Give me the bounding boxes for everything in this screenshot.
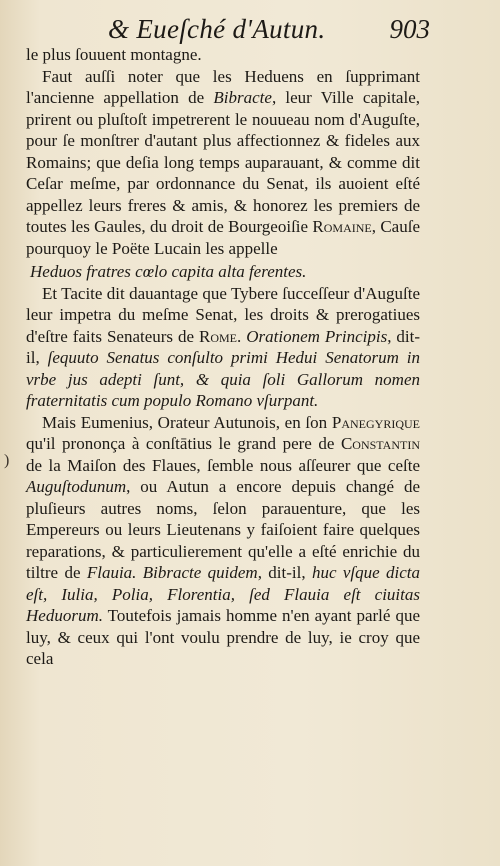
running-head: & Eueſché d'Autun. — [108, 14, 326, 44]
page-number: 903 — [389, 14, 430, 44]
page-header — [0, 8, 500, 44]
latin-quote: Heduos fratres cœlo capita alta ferentes. — [30, 262, 307, 281]
body-text — [26, 44, 420, 670]
margin-mark: ) — [4, 452, 10, 469]
paragraph-3: Et Tacite dit dauantage que Tybere ſucceſſeur d'Auguſte leur impetra du meſme Senat, les droits & prerogatiues d'eſtre faits Senateurs de Rome. Orationem Principis, dit-il, ſequuto Senatus conſulto primi Hedui Senatorum in vrbe jus adepti ſunt, & quia ſoli Gallorum nomen fraternitatis cum populo Romano vſurpant. — [26, 283, 421, 410]
paragraph-1: le plus ſouuent montagne. — [26, 45, 202, 64]
paragraph-4: Mais Eumenius, Orateur Autunois, en ſon Panegyrique qu'il prononça à conſtātius le grand pere de Conſtantin de la Maiſon des Flaues, ſemble nous aſſeurer que ceſte Auguſtodunum, ou Autun a encore depuis changé de pluſieurs autres noms, ſelon parauenture, que les Empereurs ou leurs Lieutenans y faiſoient faire quelques reparations, & particulierement qu'elle a eſté enrichie du tiltre de Flauia. Bibracte quidem, dit-il, huc vſque dicta eſt, Iulia, Polia, Florentia, ſed Flauia eſt ciuitas Heduorum. Toutefois jamais homme n'en ayant parlé que luy, & ceux qui l'ont voulu prendre de luy, ie croy que cela — [26, 412, 420, 668]
paragraph-2: Faut auſſi noter que les Heduens en ſupprimant l'ancienne appellation de Bibracte, leur Ville capitale, prirent ou pluſtoſt impetrerent le nouueau nom d'Auguſte, pour ſe monſtrer d'autant plus affectionnez & fideles aux Romains; que deſia long temps auparauant, & comme dit Ceſar meſme, par ordonnance du Senat, ils auoient eſté appellez leurs freres & amis, & honorez les premiers de toutes les Gaules, du droit de Bourgeoiſie Romaine, Cauſe pourquoy le Poëte Lucain les appelle — [26, 66, 420, 258]
